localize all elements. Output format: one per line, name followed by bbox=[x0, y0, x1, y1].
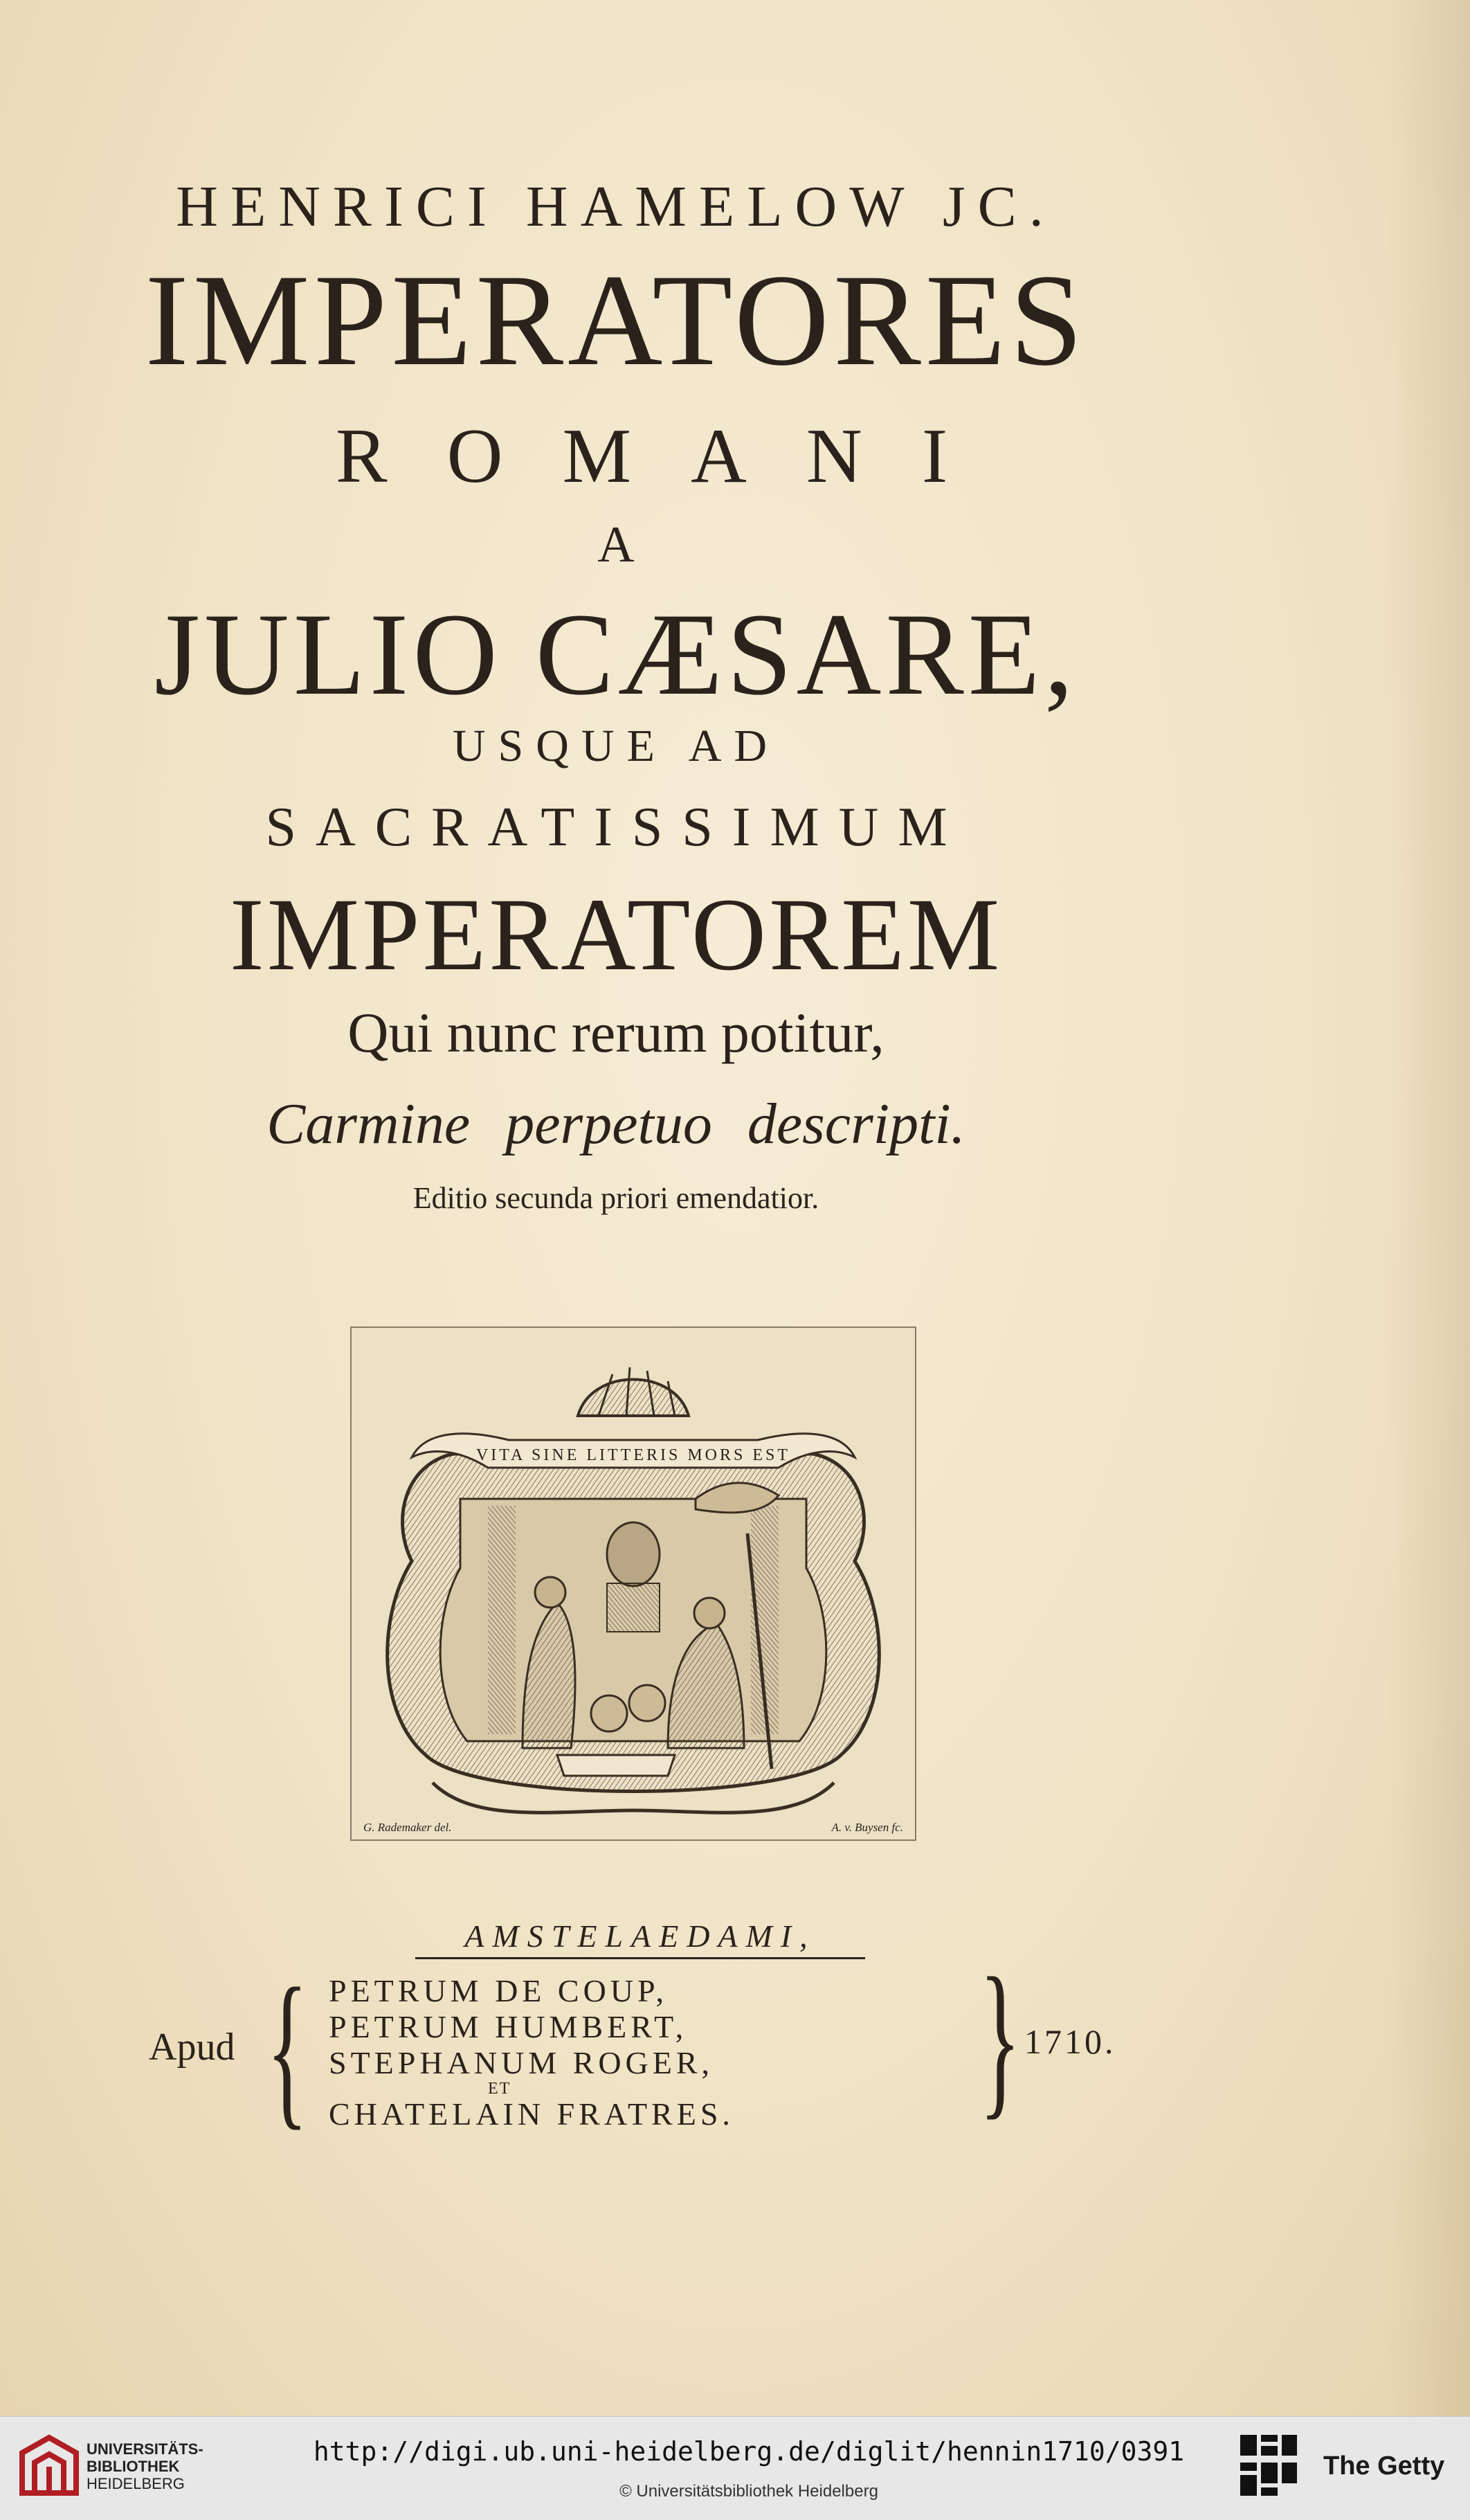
title-romani: ROMANI bbox=[335, 413, 1008, 499]
printer-4: CHATELAIN FRATRES. bbox=[329, 2096, 734, 2132]
engraving-credit-right: A. v. Buysen fc. bbox=[831, 1821, 903, 1834]
imprint-city: AMSTELAEDAMI, bbox=[415, 1918, 865, 1959]
title-sacratissimum: SACRATISSIMUM bbox=[265, 797, 967, 858]
engraving-motto: VITA SINE LITTERIS MORS EST bbox=[475, 1446, 791, 1464]
author-line: HENRICI HAMELOW JC. bbox=[176, 174, 1056, 239]
title-imperatorem: IMPERATOREM bbox=[229, 877, 1003, 992]
printer-1: PETRUM DE COUP, bbox=[329, 1973, 669, 2008]
edition-note: Editio secunda priori emendatior. bbox=[412, 1181, 819, 1215]
getty-partner-name: The Getty bbox=[1323, 2451, 1445, 2481]
printer-3: STEPHANUM ROGER, bbox=[329, 2045, 714, 2080]
engraving-credit-left: G. Rademaker del. bbox=[363, 1821, 452, 1834]
title-a: A bbox=[597, 516, 635, 573]
title-usque-ad: USQUE AD bbox=[452, 721, 780, 771]
title-imperatores: IMPERATORES bbox=[145, 248, 1087, 393]
printer-2: PETRUM HUMBERT, bbox=[329, 2009, 688, 2044]
printer-et: ET bbox=[488, 2080, 511, 2098]
left-brace-glyph: { bbox=[266, 1953, 308, 2145]
right-brace-glyph: } bbox=[979, 1943, 1021, 2134]
getty-logo-icon bbox=[1237, 2432, 1300, 2501]
subtitle-carmine: Carmine perpetuo descripti. bbox=[266, 1092, 965, 1156]
permalink-url[interactable]: http://digi.ub.uni-heidelberg.de/diglit/hennin1710/0391 bbox=[313, 2436, 1185, 2467]
copyright-notice: © Universitätsbibliothek Heidelberg bbox=[619, 2482, 878, 2501]
subtitle-qui-nunc: Qui nunc rerum potitur, bbox=[347, 1001, 884, 1064]
library-line-3: HEIDELBERG bbox=[87, 2475, 185, 2492]
footer-bar bbox=[0, 2416, 1470, 2520]
library-line-2: BIBLIOTHEK bbox=[87, 2458, 180, 2475]
title-julio-caesare: JULIO CÆSARE, bbox=[154, 589, 1078, 719]
imprint-apud: Apud bbox=[149, 2026, 235, 2069]
printers-mark-engraving bbox=[350, 1326, 917, 1842]
imprint-year: 1710. bbox=[1024, 2022, 1116, 2061]
library-line-1: UNIVERSITÄTS- bbox=[87, 2440, 203, 2458]
printers-list bbox=[329, 1973, 734, 2132]
page-edge-shadow bbox=[1387, 0, 1470, 2416]
